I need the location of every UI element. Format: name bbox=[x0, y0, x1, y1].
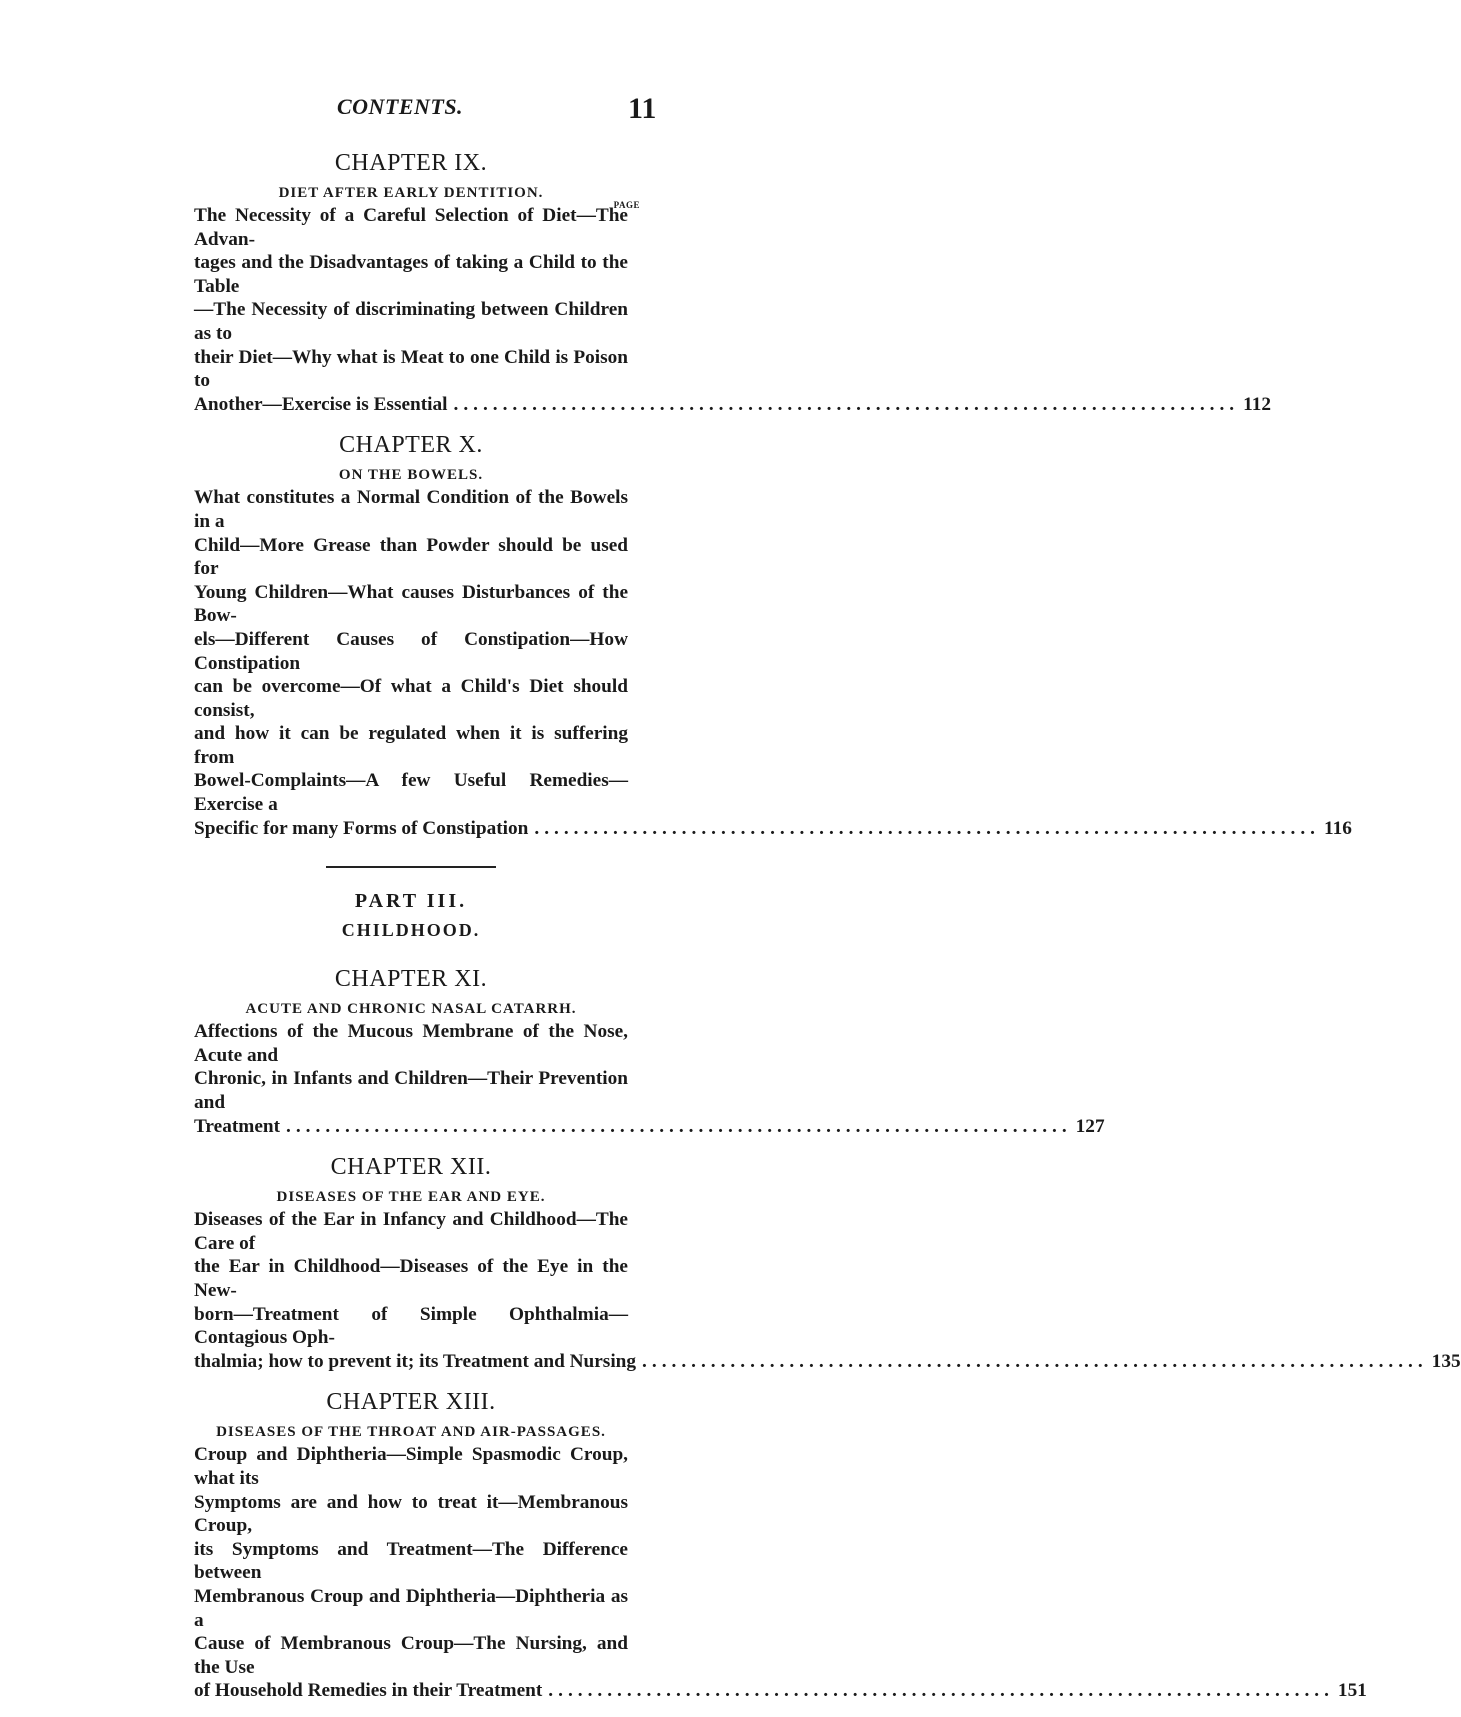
summary-line: The Necessity of a Careful Selection of Diet—The Advan- bbox=[194, 205, 628, 250]
summary-line: —The Necessity of discriminating between Children as to bbox=[194, 299, 628, 344]
page-number: 11 bbox=[628, 92, 657, 125]
running-head bbox=[0, 92, 800, 132]
chapter-subtitle-text: ACUTE AND CHRONIC NASAL CATARRH. bbox=[245, 1001, 577, 1018]
part-divider-rule bbox=[326, 866, 496, 868]
page-reference: 112 bbox=[1243, 393, 1271, 415]
summary-line: els—Different Causes of Constipation—How Constipation bbox=[194, 628, 628, 674]
page-reference: 151 bbox=[1337, 1680, 1367, 1702]
summary-last-line bbox=[194, 393, 1271, 417]
summary-last-line bbox=[194, 1350, 1461, 1374]
summary-line: Treatment bbox=[194, 1115, 281, 1137]
summary-last-line bbox=[194, 1679, 1367, 1703]
summary-line: born—Treatment of Simple Ophthalmia—Contagious Oph- bbox=[194, 1303, 628, 1349]
summary-line: Affections of the Mucous Membrane of the Nose, Acute and bbox=[194, 1021, 628, 1066]
summary-line: Child—More Grease than Powder should be used for bbox=[194, 534, 628, 580]
chapter-subtitle-text: ON THE BOWELS. bbox=[338, 467, 484, 484]
chapter-subtitle bbox=[194, 1186, 628, 1208]
part-title: PART III. bbox=[354, 890, 468, 913]
chapter-summary bbox=[194, 1443, 1367, 1703]
dot-leaders: ................................................................................ bbox=[286, 1115, 1072, 1137]
summary-line: of Household Remedies in their Treatment bbox=[194, 1680, 543, 1702]
chapter-summary bbox=[194, 1208, 1461, 1373]
summary-line: the Ear in Childhood—Diseases of the Eye in the New- bbox=[194, 1256, 628, 1301]
chapter-subtitle bbox=[194, 1421, 628, 1443]
chapter-entry bbox=[194, 1387, 1367, 1703]
chapter-entry bbox=[194, 964, 1105, 1138]
chapter-title: CHAPTER XII. bbox=[330, 1154, 492, 1181]
page-reference: 127 bbox=[1075, 1115, 1105, 1137]
page-reference: 135 bbox=[1431, 1350, 1461, 1372]
summary-line: its Symptoms and Treatment—The Difference between bbox=[194, 1538, 628, 1584]
summary-line: and how it can be regulated when it is suffering from bbox=[194, 723, 628, 768]
chapter-entry bbox=[194, 430, 1352, 840]
chapter-entry bbox=[194, 148, 1271, 416]
summary-last-line bbox=[194, 817, 1352, 841]
chapters-before bbox=[194, 148, 1352, 840]
summary-line: What constitutes a Normal Condition of the Bowels in a bbox=[194, 487, 628, 532]
summary-line: tages and the Disadvantages of taking a Child to the Table bbox=[194, 252, 628, 297]
chapter-subtitle-text: DISEASES OF THE EAR AND EYE. bbox=[276, 1189, 546, 1206]
chapters-after bbox=[194, 964, 1461, 1703]
chapter-summary bbox=[194, 1020, 1105, 1138]
summary-line: their Diet—Why what is Meat to one Child is Poison to bbox=[194, 346, 628, 392]
summary-line: Croup and Diphtheria—Simple Spasmodic Croup, what its bbox=[194, 1444, 628, 1489]
part-subtitle: CHILDHOOD. bbox=[341, 920, 481, 941]
summary-line: Another—Exercise is Essential bbox=[194, 393, 448, 415]
summary-line: can be overcome—Of what a Child's Diet should consist, bbox=[194, 676, 628, 721]
dot-leaders: ................................................................................ bbox=[642, 1350, 1428, 1372]
summary-last-line bbox=[194, 1115, 1105, 1139]
dot-leaders: ................................................................................ bbox=[453, 393, 1240, 415]
page-column-label: PAGE bbox=[613, 200, 640, 210]
dot-leaders: ................................................................................ bbox=[534, 817, 1320, 839]
running-title: CONTENTS. bbox=[336, 94, 464, 119]
chapter-summary bbox=[194, 486, 1352, 840]
summary-line: Specific for many Forms of Constipation bbox=[194, 817, 529, 839]
summary-line: Chronic, in Infants and Children—Their Prevention and bbox=[194, 1068, 628, 1114]
contents-list bbox=[194, 148, 1461, 1717]
chapter-title: CHAPTER X. bbox=[339, 432, 483, 459]
chapter-subtitle bbox=[194, 182, 640, 210]
chapter-title: CHAPTER XI. bbox=[334, 966, 488, 993]
chapter-title: CHAPTER XIII. bbox=[326, 1389, 496, 1416]
chapter-subtitle bbox=[194, 464, 628, 486]
chapter-subtitle-text: DISEASES OF THE THROAT AND AIR-PASSAGES. bbox=[216, 1424, 606, 1441]
chapter-subtitle-text: DIET AFTER EARLY DENTITION. bbox=[278, 185, 544, 201]
chapter-title: CHAPTER IX. bbox=[334, 150, 488, 176]
dot-leaders: ................................................................................ bbox=[548, 1680, 1334, 1702]
chapter-entry bbox=[194, 1152, 1461, 1373]
summary-line: Bowel-Complaints—A few Useful Remedies—Exercise a bbox=[194, 770, 628, 816]
summary-line: Symptoms are and how to treat it—Membranous Croup, bbox=[194, 1491, 628, 1537]
page-reference: 116 bbox=[1324, 817, 1352, 839]
summary-line: Cause of Membranous Croup—The Nursing, and the Use bbox=[194, 1633, 628, 1678]
summary-line: Young Children—What causes Disturbances of the Bow- bbox=[194, 581, 628, 627]
summary-line: Diseases of the Ear in Infancy and Childhood—The Care of bbox=[194, 1209, 628, 1254]
chapter-subtitle bbox=[194, 998, 628, 1020]
summary-line: Membranous Croup and Diphtheria—Diphtheria as a bbox=[194, 1585, 628, 1631]
summary-line: thalmia; how to prevent it; its Treatment and Nursing bbox=[194, 1350, 637, 1372]
